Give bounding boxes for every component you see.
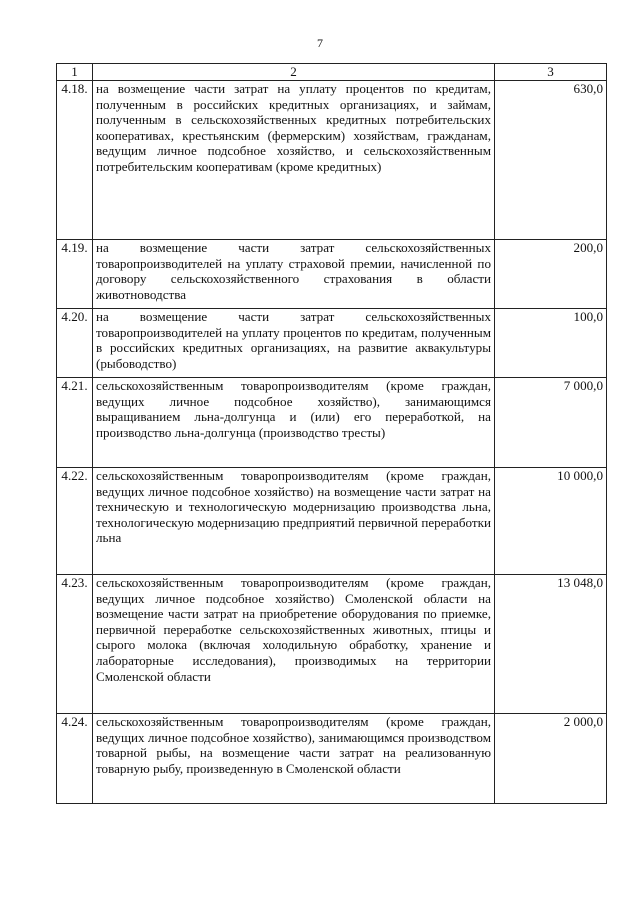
row-number: 4.22. (57, 468, 93, 575)
row-amount: 2 000,0 (495, 714, 607, 804)
row-amount: 200,0 (495, 240, 607, 309)
table-row (57, 468, 607, 575)
row-amount: 7 000,0 (495, 378, 607, 468)
row-number: 4.20. (57, 309, 93, 378)
row-number: 4.24. (57, 714, 93, 804)
row-description: на возмещение части затрат сельскохозяйственных товаропроизводителей на уплату процентов по кредитам, полученным в российских кредитных организациях, на развитие аквакультуры (рыбоводство) (93, 309, 495, 378)
table-row (57, 714, 607, 804)
column-header: 2 (93, 64, 495, 81)
row-amount: 630,0 (495, 81, 607, 240)
row-amount: 100,0 (495, 309, 607, 378)
row-description: на возмещение части затрат на уплату процентов по кредитам, полученным в российских кредитных организациях, и займам, полученным в сельскохозяйственных кредитных потребительских кооперативах, крестьянским (фермерским) хозяйствам, гражданам, ведущим личное подсобное хозяйство, и сельскохозяйственным потребительским кооперативам (кроме кредитных) (93, 81, 495, 240)
row-description: сельскохозяйственным товаропроизводителям (кроме граждан, ведущих личное подсобное хозяйство) на возмещение части затрат на техническую и технологическую модернизацию производства льна, технологическую модернизацию предприятий первичной переработки льна (93, 468, 495, 575)
row-number: 4.19. (57, 240, 93, 309)
table-row (57, 575, 607, 714)
row-number: 4.18. (57, 81, 93, 240)
header-row (57, 64, 607, 81)
row-description: сельскохозяйственным товаропроизводителям (кроме граждан, ведущих личное подсобное хозяйство), занимающимся производством товарной рыбы, на возмещение части затрат на реализованную товарную рыбу, произведенную в Смоленской области (93, 714, 495, 804)
table-row (57, 81, 607, 240)
column-header: 1 (57, 64, 93, 81)
table-row (57, 378, 607, 468)
row-number: 4.23. (57, 575, 93, 714)
subsidy-table (56, 63, 607, 804)
row-description: сельскохозяйственным товаропроизводителям (кроме граждан, ведущих личное подсобное хозяйство) Смоленской области на возмещение части затрат на приобретение оборудования по приемке, первичной переработке сельскохозяйственных животных, птицы и сырого молока (включая холодильную обработку, хранение и лабораторные исследования), производимых на территории Смоленской области (93, 575, 495, 714)
row-amount: 10 000,0 (495, 468, 607, 575)
table-row (57, 240, 607, 309)
row-amount: 13 048,0 (495, 575, 607, 714)
table-row (57, 309, 607, 378)
row-number: 4.21. (57, 378, 93, 468)
row-description: сельскохозяйственным товаропроизводителям (кроме граждан, ведущих личное подсобное хозяйство), занимающимся выращиванием льна-долгунца и (или) его переработкой, на производство льна-долгунца (производство тресты) (93, 378, 495, 468)
page-number: 7 (317, 36, 323, 50)
column-header: 3 (495, 64, 607, 81)
row-description: на возмещение части затрат сельскохозяйственных товаропроизводителей на уплату страховой премии, начисленной по договору сельскохозяйственного страхования в области животноводства (93, 240, 495, 309)
